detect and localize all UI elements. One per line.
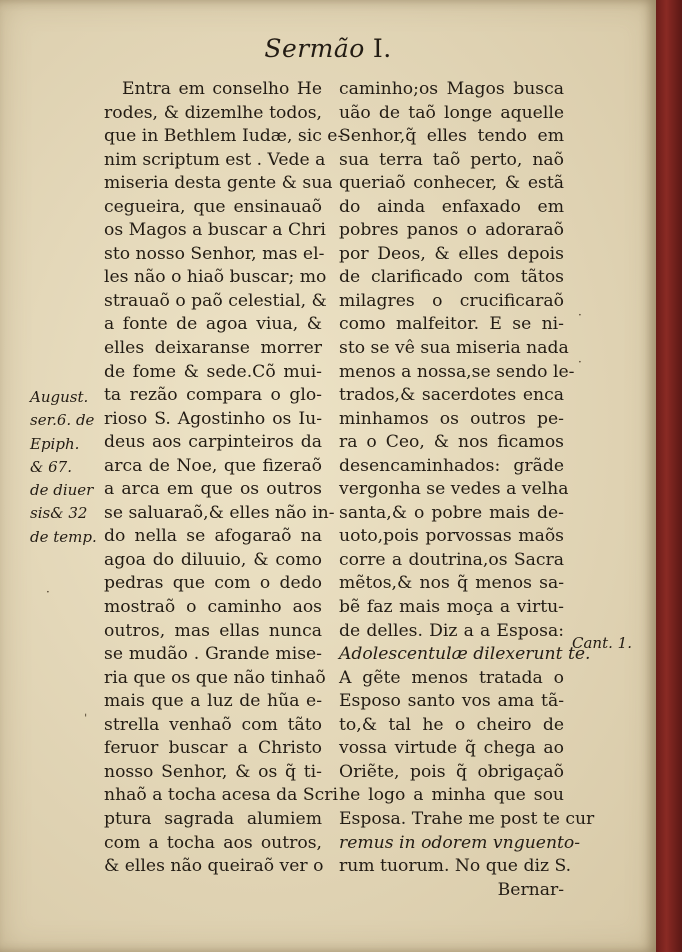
text-line: Entra em conselho He (122, 79, 322, 99)
running-head-number: I. (372, 34, 392, 63)
catchword: Bernar- (497, 879, 564, 900)
margin-note-line: August. (30, 388, 89, 406)
text-line: feruor buscar a Christo (104, 738, 322, 759)
text-line: ptura sagrada alumiem (104, 808, 322, 829)
text-line: caminho;os Magos busca (339, 79, 564, 99)
margin-note-line: de diuer (30, 481, 94, 500)
margin-note-left (30, 386, 104, 549)
text-line: uoto,pois porvossas maõs (339, 526, 564, 547)
text-line: he logo a minha que sou (339, 785, 564, 806)
text-line: deus aos carpinteiros da (104, 432, 322, 453)
text-line: se mudão . Grande mise- (104, 644, 322, 665)
text-line: rum tuorum. No que diz S. (339, 856, 572, 877)
right-text-column (339, 78, 595, 902)
text-line: & elles não queiraõ ver o (104, 856, 324, 877)
text-line: que in Bethlem Iudæ, sic e- (104, 126, 344, 147)
text-line: miseria desta gente & sua (104, 173, 333, 194)
text-line: milagres o crucificaraõ (339, 290, 564, 311)
text-line: sua terra taõ perto, naõ (339, 149, 564, 170)
text-line: les não o hiaõ buscar; mo (104, 267, 327, 288)
margin-note-right: Cant. 1. (572, 634, 632, 652)
text-line: menos a nossa,se sendo le- (339, 361, 575, 382)
text-line: por Deos, & elles depois (339, 243, 564, 264)
text-line: bẽ faz mais moça a virtu- (339, 597, 564, 618)
text-line: minhamos os outros pe- (339, 408, 564, 429)
ink-mark: ˈ (84, 712, 88, 726)
text-line: os Magos a buscar a Chri (104, 220, 326, 241)
text-line: de fome & sede.Cõ mui- (104, 361, 322, 382)
text-line: de delles. Diz a a Esposa: (339, 620, 564, 641)
margin-note-line: Epiph. (30, 434, 80, 453)
text-line: A gẽte menos tratada o (339, 667, 564, 688)
text-line: Esposo santo vos ama tã- (339, 691, 564, 712)
text-line: santa,& o pobre mais de- (339, 502, 564, 523)
text-line: pedras que com o dedo (104, 573, 322, 594)
text-line: vossa virtude q̃ chega ao (339, 738, 564, 759)
text-line: trados,& sacerdotes enca (339, 385, 564, 406)
text-line: ra o Ceo, & nos ficamos (339, 432, 564, 453)
margin-note-line: & 67. (30, 457, 72, 476)
text-line: a fonte de agoa viua, & (104, 314, 322, 335)
text-line: mostraõ o caminho aos (104, 597, 322, 618)
text-line: a arca em que os outros (104, 479, 322, 500)
text-line: Senhor,q̃ elles tendo em (339, 126, 564, 147)
book-edge (656, 0, 682, 952)
text-line: elles deixaranse morrer (104, 338, 322, 359)
text-line: desencaminhados: grãde (339, 455, 564, 476)
margin-note-line: de temp. (30, 527, 97, 546)
text-line: nhaõ a tocha acesa da Scri (104, 785, 338, 806)
text-line: Oriẽte, pois q̃ obrigaçaõ (339, 761, 564, 782)
text-line: sto nosso Senhor, mas el- (104, 243, 325, 264)
text-line: mẽtos,& nos q̃ menos sa- (339, 573, 564, 594)
text-line: nim scriptum est . Vede a (104, 149, 326, 170)
text-line: do ainda enfaxado em (339, 196, 564, 217)
text-line: vergonha se vedes a velha (339, 479, 569, 500)
left-text-column (104, 78, 344, 879)
text-line: ria que os que não tinhaõ (104, 667, 326, 688)
text-line: se saluaraõ,& elles não in- (104, 502, 335, 523)
text-line: corre a doutrina,os Sacra (339, 549, 564, 570)
text-line: como malfeitor. E se ni- (339, 314, 564, 335)
text-line: strauaõ o paõ celestial, & (104, 290, 327, 311)
text-line: mais que a luz de hũa e- (104, 691, 322, 712)
text-line: to,& tal he o cheiro de (339, 714, 564, 735)
margin-note-line: ser.6. de (30, 411, 95, 430)
ink-mark: · (578, 308, 582, 322)
text-line: cegueira, que ensinauaõ (104, 196, 322, 217)
running-head-title: Sermão (264, 34, 365, 63)
text-line: remus in odorem vnguento- (339, 832, 581, 853)
text-line: do nella se afogaraõ na (104, 526, 322, 547)
text-line: agoa do diluuio, & como (104, 549, 322, 570)
text-line: nosso Senhor, & os q̃ ti- (104, 761, 322, 782)
text-line: arca de Noe, que fizeraõ (104, 455, 322, 476)
text-line: de clarificado com tãtos (339, 267, 564, 288)
ink-mark: · (46, 585, 50, 599)
text-line: rodes, & dizemlhe todos, (104, 102, 322, 123)
text-line: queriaõ conhecer, & estã (339, 173, 564, 194)
text-line: Esposa. Trahe me post te cur (339, 808, 595, 829)
margin-note-line: sis& 32 (30, 504, 88, 523)
text-line: com a tocha aos outros, (104, 832, 322, 853)
text-line: pobres panos o adoraraõ (339, 220, 564, 241)
running-head (0, 34, 656, 63)
text-line: outros, mas ellas nunca (104, 620, 322, 641)
text-line: ta rezão compara o glo- (104, 385, 322, 406)
text-line: sto se vê sua miseria nada (339, 338, 569, 359)
text-line: strella venhaõ com tãto (104, 714, 322, 735)
text-line: Adolescentulæ dilexerunt te. (339, 644, 591, 665)
text-line: rioso S. Agostinho os Iu- (104, 408, 322, 429)
ink-mark: · (578, 355, 582, 369)
text-line: uão de taõ longe aquelle (339, 102, 564, 123)
